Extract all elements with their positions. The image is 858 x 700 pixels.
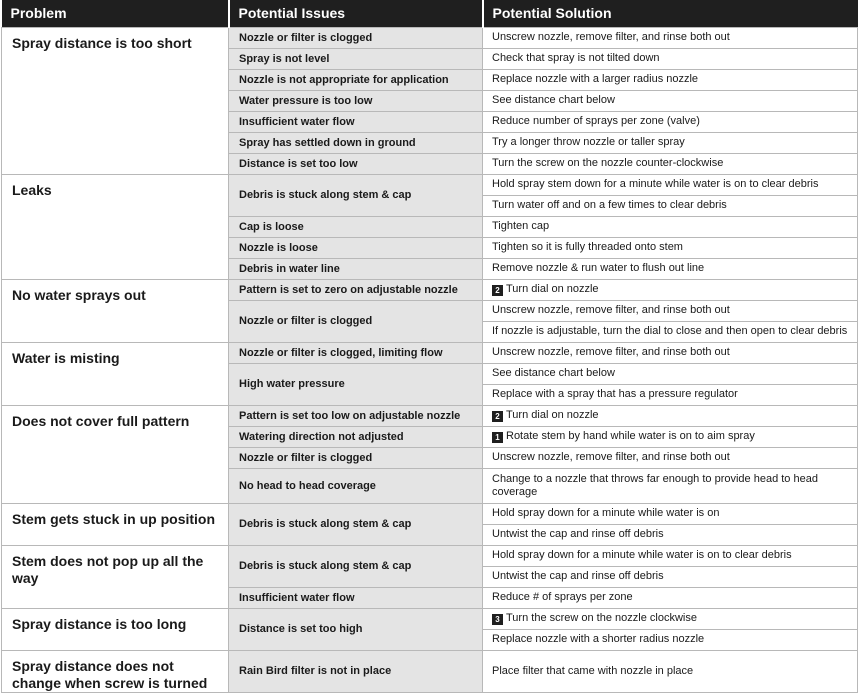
issue-cell: Nozzle or filter is clogged, limiting flow bbox=[229, 342, 483, 363]
solution-text: Rotate stem by hand while water is on to aim spray bbox=[506, 430, 755, 442]
issue-cell: Debris is stuck along stem & cap bbox=[229, 174, 483, 216]
solution-text: Replace nozzle with a shorter radius nozzle bbox=[492, 633, 705, 645]
table-body bbox=[2, 27, 858, 692]
issue-cell: Water pressure is too low bbox=[229, 90, 483, 111]
issue-cell: Pattern is set to zero on adjustable nozzle bbox=[229, 279, 483, 300]
issue-cell: Insufficient water flow bbox=[229, 111, 483, 132]
solution-cell bbox=[483, 132, 858, 153]
header-problem: Problem bbox=[2, 0, 229, 27]
header-potential-issues: Potential Issues bbox=[229, 0, 483, 27]
issue-cell: Debris is stuck along stem & cap bbox=[229, 545, 483, 587]
solution-cell bbox=[483, 447, 858, 468]
solution-text: Tighten so it is fully threaded onto stem bbox=[492, 241, 683, 253]
table-row bbox=[2, 650, 858, 692]
solution-cell bbox=[483, 629, 858, 650]
solution-text: Unscrew nozzle, remove filter, and rinse both out bbox=[492, 346, 730, 358]
solution-text: Turn dial on nozzle bbox=[506, 409, 599, 421]
solution-text: Turn the screw on the nozzle clockwise bbox=[506, 612, 697, 624]
solution-text: Replace nozzle with a larger radius nozzle bbox=[492, 73, 699, 85]
solution-cell bbox=[483, 524, 858, 545]
solution-cell bbox=[483, 363, 858, 384]
solution-text: Change to a nozzle that throws far enough to provide head to head coverage bbox=[492, 472, 818, 498]
solution-text: Untwist the cap and rinse off debris bbox=[492, 528, 664, 540]
solution-text: Reduce # of sprays per zone bbox=[492, 591, 633, 603]
step-number-badge: 2 bbox=[492, 285, 503, 296]
issue-cell: Pattern is set too low on adjustable nozzle bbox=[229, 405, 483, 426]
problem-cell: Spray distance is too short bbox=[2, 27, 229, 174]
header-row bbox=[2, 0, 858, 27]
solution-text: If nozzle is adjustable, turn the dial to close and then open to clear debris bbox=[492, 325, 848, 337]
solution-text: See distance chart below bbox=[492, 94, 615, 106]
issue-cell: Cap is loose bbox=[229, 216, 483, 237]
solution-cell bbox=[483, 216, 858, 237]
issue-cell: Spray has settled down in ground bbox=[229, 132, 483, 153]
solution-cell bbox=[483, 405, 858, 426]
table-row bbox=[2, 342, 858, 363]
table-row bbox=[2, 174, 858, 195]
issue-cell: Rain Bird filter is not in place bbox=[229, 650, 483, 692]
solution-text: Unscrew nozzle, remove filter, and rinse both out bbox=[492, 451, 730, 463]
table-row bbox=[2, 503, 858, 524]
step-number-badge: 2 bbox=[492, 411, 503, 422]
solution-cell bbox=[483, 566, 858, 587]
issue-cell: Nozzle is loose bbox=[229, 237, 483, 258]
solution-cell bbox=[483, 258, 858, 279]
solution-text: Remove nozzle & run water to flush out line bbox=[492, 262, 705, 274]
issue-cell: High water pressure bbox=[229, 363, 483, 405]
solution-text: Hold spray down for a minute while water is on to clear debris bbox=[492, 549, 792, 561]
solution-cell bbox=[483, 195, 858, 216]
solution-cell bbox=[483, 545, 858, 566]
issue-cell: Spray is not level bbox=[229, 48, 483, 69]
solution-text: Try a longer throw nozzle or taller spray bbox=[492, 136, 685, 148]
solution-text: Unscrew nozzle, remove filter, and rinse both out bbox=[492, 304, 730, 316]
table-row bbox=[2, 279, 858, 300]
issue-cell: Nozzle or filter is clogged bbox=[229, 300, 483, 342]
header-potential-solution: Potential Solution bbox=[483, 0, 858, 27]
issue-cell: Debris in water line bbox=[229, 258, 483, 279]
table-row bbox=[2, 545, 858, 566]
solution-text: Turn the screw on the nozzle counter-clockwise bbox=[492, 157, 724, 169]
problem-cell: Does not cover full pattern bbox=[2, 405, 229, 503]
solution-cell bbox=[483, 69, 858, 90]
issue-cell: Distance is set too low bbox=[229, 153, 483, 174]
solution-text: Replace with a spray that has a pressure regulator bbox=[492, 388, 738, 400]
solution-cell bbox=[483, 426, 858, 447]
solution-cell bbox=[483, 321, 858, 342]
solution-cell bbox=[483, 111, 858, 132]
problem-cell: Stem gets stuck in up position bbox=[2, 503, 229, 545]
issue-cell: Watering direction not adjusted bbox=[229, 426, 483, 447]
problem-cell: Leaks bbox=[2, 174, 229, 279]
table-row bbox=[2, 405, 858, 426]
problem-cell: No water sprays out bbox=[2, 279, 229, 342]
step-number-badge: 3 bbox=[492, 614, 503, 625]
issue-cell: Nozzle is not appropriate for application bbox=[229, 69, 483, 90]
problem-cell: Spray distance is too long bbox=[2, 608, 229, 650]
problem-cell: Stem does not pop up all the way bbox=[2, 545, 229, 608]
solution-cell bbox=[483, 279, 858, 300]
solution-cell bbox=[483, 27, 858, 48]
solution-cell bbox=[483, 384, 858, 405]
solution-text: Turn dial on nozzle bbox=[506, 283, 599, 295]
issue-cell: Nozzle or filter is clogged bbox=[229, 447, 483, 468]
issue-cell: Debris is stuck along stem & cap bbox=[229, 503, 483, 545]
table-row bbox=[2, 608, 858, 629]
solution-text: Untwist the cap and rinse off debris bbox=[492, 570, 664, 582]
table-row bbox=[2, 27, 858, 48]
solution-cell bbox=[483, 468, 858, 503]
solution-cell bbox=[483, 503, 858, 524]
solution-text: See distance chart below bbox=[492, 367, 615, 379]
solution-text: Place filter that came with nozzle in place bbox=[492, 664, 694, 677]
solution-cell bbox=[483, 587, 858, 608]
solution-cell bbox=[483, 48, 858, 69]
solution-cell bbox=[483, 608, 858, 629]
issue-cell: Insufficient water flow bbox=[229, 587, 483, 608]
solution-text: Reduce number of sprays per zone (valve) bbox=[492, 115, 700, 127]
problem-cell: Spray distance does not change when screw is turned bbox=[2, 650, 229, 692]
issue-cell: Distance is set too high bbox=[229, 608, 483, 650]
solution-cell bbox=[483, 174, 858, 195]
issue-cell: No head to head coverage bbox=[229, 468, 483, 503]
solution-cell bbox=[483, 300, 858, 321]
problem-cell: Water is misting bbox=[2, 342, 229, 405]
solution-cell bbox=[483, 90, 858, 111]
solution-text: Hold spray stem down for a minute while water is on to clear debris bbox=[492, 178, 819, 190]
solution-text: Check that spray is not tilted down bbox=[492, 52, 660, 64]
solution-text: Tighten cap bbox=[492, 220, 550, 232]
solution-cell bbox=[483, 342, 858, 363]
solution-text: Turn water off and on a few times to clear debris bbox=[492, 199, 727, 211]
issue-cell: Nozzle or filter is clogged bbox=[229, 27, 483, 48]
troubleshooting-table bbox=[1, 0, 858, 693]
solution-cell bbox=[483, 237, 858, 258]
solution-cell bbox=[483, 650, 858, 692]
solution-text: Unscrew nozzle, remove filter, and rinse both out bbox=[492, 31, 730, 43]
solution-cell bbox=[483, 153, 858, 174]
solution-text: Hold spray down for a minute while water is on bbox=[492, 507, 720, 519]
step-number-badge: 1 bbox=[492, 432, 503, 443]
